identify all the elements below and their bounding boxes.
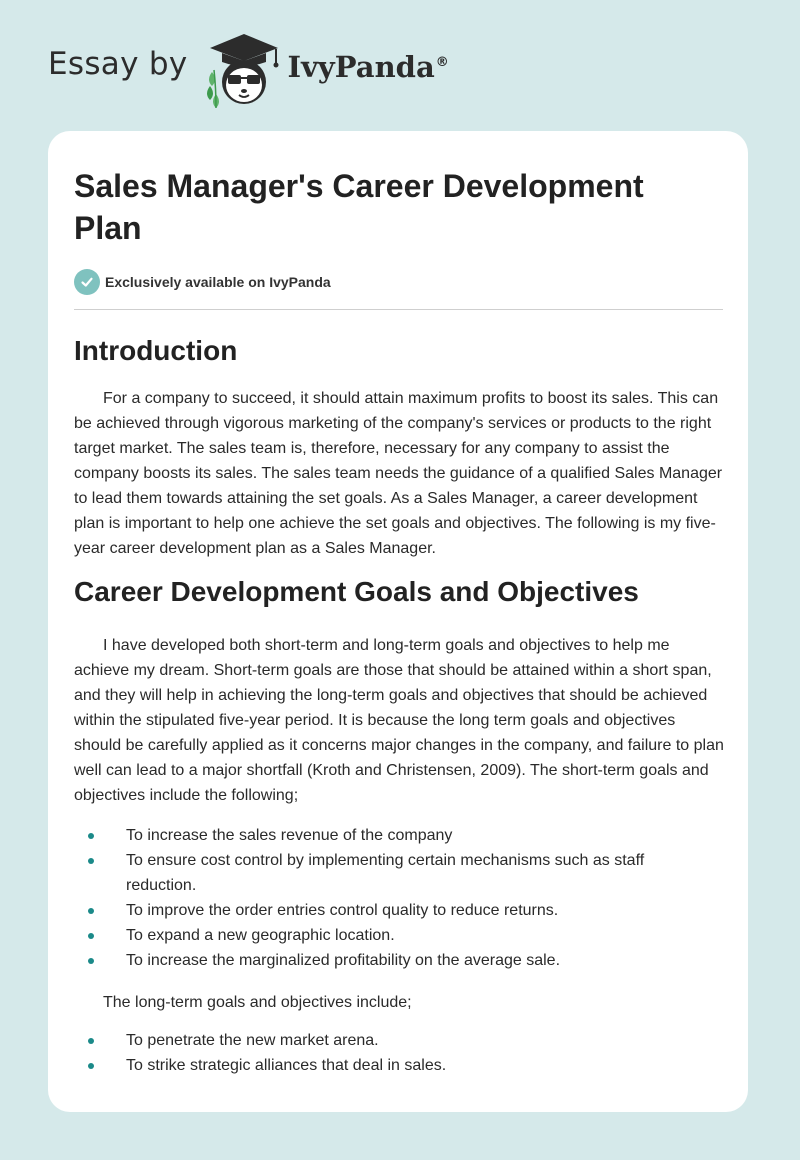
bullet-icon [88,1038,94,1044]
bullet-icon [88,933,94,939]
list-item-text: To improve the order entries control quality to reduce returns. [126,902,559,919]
long-term-goals-list [74,1028,722,1078]
introduction-paragraph: For a company to succeed, it should attain maximum profits to boost its sales. This can be achieved through vigorous marketing of the company's services or products to the right target market. The sales team is, therefore, necessary for any company to assist the company boosts its sales. The sales team needs the guidance of a qualified Sales Manager to lead them towards attaining the set goals. As a Sales Manager, a career development plan is important to help one achieve the set goals and objectives. The following is my five-year career development plan as a Sales Manager. [74,390,723,557]
goals-paragraph: I have developed both short-term and long-term goals and objectives to help me achieve my dream. Short-term goals are those that should be attained within a short span, and they will help in achieving the long-term goals and objectives that should be achieved within the stipulated five-year period. It is because the long term goals and objectives should be carefully applied as it concerns major changes in the company, and failure to plan well can lead to a major shortfall (Kroth and Christensen, 2009). The short-term goals and objectives include the following; [74,637,724,804]
list-item [74,923,696,948]
list-item [74,898,696,923]
bullet-icon [88,958,94,964]
list-item-text: To expand a new geographic location. [126,927,395,944]
list-item [74,823,696,848]
short-term-goals-list [74,823,722,973]
list-item-text: To increase the sales revenue of the company [126,827,453,844]
bullet-icon [88,833,94,839]
brand-name-text: IvyPanda [287,50,435,84]
section-heading-introduction: Introduction [74,335,238,366]
bullet-icon [88,858,94,864]
bullet-icon [88,1063,94,1069]
check-icon [74,269,100,295]
brand-prefix: Essay by [48,46,188,82]
exclusive-badge [74,268,722,296]
list-item [74,848,696,898]
list-item [74,948,696,973]
registered-mark: ® [435,55,449,71]
section-heading-goals: Career Development Goals and Objectives [74,576,639,607]
list-item-text: To increase the marginalized profitability on the average sale. [126,952,561,969]
brand-header[interactable] [48,28,449,108]
ivypanda-logo-icon [202,28,286,108]
brand-name [288,50,449,84]
page-title: Sales Manager's Career Development Plan [74,168,644,246]
list-item-text: To ensure cost control by implementing certain mechanisms such as staff reduction. [126,852,645,894]
bullet-icon [88,908,94,914]
divider [74,309,723,310]
list-item [74,1028,696,1053]
essay-card [48,131,748,1112]
list-item-text: To penetrate the new market arena. [126,1032,379,1049]
list-item [74,1053,696,1078]
long-term-intro: The long-term goals and objectives include; [103,994,412,1011]
badge-label: Exclusively available on IvyPanda [105,274,331,290]
list-item-text: To strike strategic alliances that deal in sales. [126,1057,447,1074]
